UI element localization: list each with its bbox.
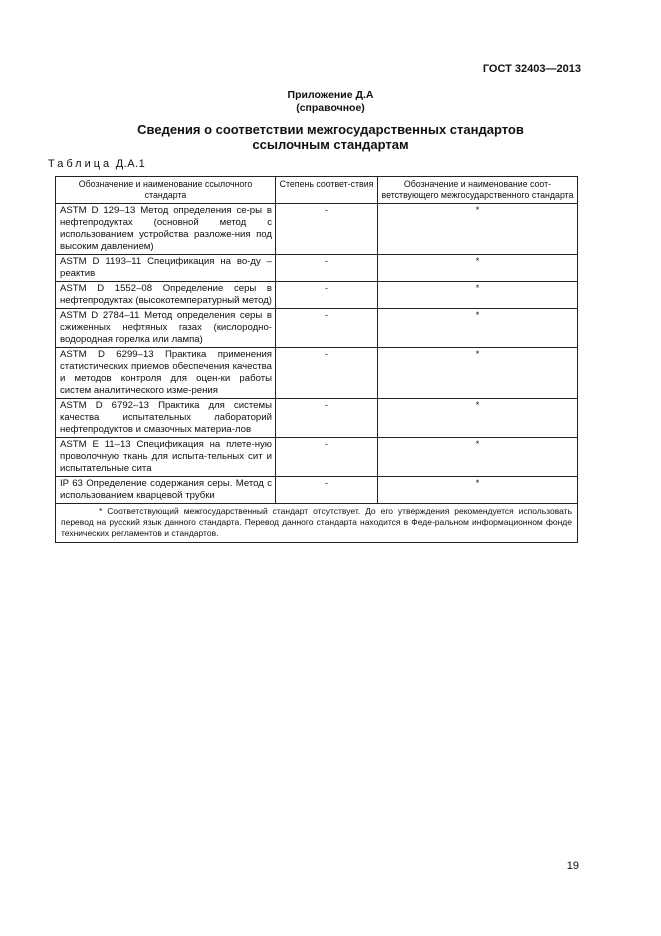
table-row	[56, 204, 578, 255]
interstate-standard-cell: *	[378, 204, 578, 255]
table-body	[56, 204, 578, 504]
degree-cell: -	[276, 282, 378, 309]
standard-name-cell: ASTM D 6299–13 Практика применения статистических приемов обеспечения качества и методов контроля для оцен-ки работы систем аналитического изме-рения	[56, 348, 276, 399]
interstate-standard-cell: *	[378, 282, 578, 309]
table-header-row	[56, 177, 578, 204]
standard-name-cell: ASTM D 2784–11 Метод определения серы в сжиженных нефтяных газах (кислородно-водородная горелка или лампа)	[56, 309, 276, 348]
table-footnote: * Соответствующий межгосударственный стандарт отсутствует. До его утверждения рекомендуется использовать перевод на русский язык данного стандарта. Перевод данного стандарта находится в Феде-ральном информационном фонде технических регламентов и стандартов.	[56, 504, 578, 543]
interstate-standard-cell: *	[378, 348, 578, 399]
table-row	[56, 348, 578, 399]
footnote-row	[56, 504, 578, 543]
degree-cell: -	[276, 399, 378, 438]
interstate-standard-cell: *	[378, 477, 578, 504]
table-row	[56, 282, 578, 309]
table-row	[56, 309, 578, 348]
column-header-reference-standard: Обозначение и наименование ссылочного стандарта	[56, 177, 276, 204]
interstate-standard-cell: *	[378, 399, 578, 438]
column-header-degree: Степень соответ-ствия	[276, 177, 378, 204]
standard-name-cell: ASTM D 1552–08 Определение серы в нефтепродуктах (высокотемпературный метод)	[56, 282, 276, 309]
degree-cell: -	[276, 477, 378, 504]
table-row	[56, 399, 578, 438]
page-number: 19	[566, 860, 579, 872]
degree-cell: -	[276, 204, 378, 255]
appendix-title: Приложение Д.А	[287, 89, 374, 101]
table-label-number: Д.А.1	[115, 158, 146, 170]
standard-name-cell: ASTM D 1193–11 Спецификация на во-ду – реактив	[56, 255, 276, 282]
table-label-prefix: Таблица	[48, 158, 113, 170]
standard-name-cell: ASTM D 6792–13 Практика для системы качества испытательных лабораторий нефтепродуктов и смазочных материа-лов	[56, 399, 276, 438]
interstate-standard-cell: *	[378, 255, 578, 282]
document-code: ГОСТ 32403—2013	[482, 63, 581, 75]
table-row	[56, 477, 578, 504]
appendix-block	[0, 89, 661, 115]
table-label	[48, 158, 145, 170]
appendix-subtitle: (справочное)	[296, 102, 365, 114]
section-heading-line-2: ссылочным стандартам	[252, 137, 409, 152]
table-row	[56, 255, 578, 282]
degree-cell: -	[276, 255, 378, 282]
degree-cell: -	[276, 438, 378, 477]
interstate-standard-cell: *	[378, 438, 578, 477]
standard-name-cell: ASTM D 129–13 Метод определения се-ры в нефтепродуктах (основной метод с использованием устройства разложе-ния под высоким давлением)	[56, 204, 276, 255]
correspondence-table	[55, 176, 578, 543]
column-header-interstate-standard: Обозначение и наименование соот-ветствующего межгосударственного стандарта	[378, 177, 578, 204]
table-row	[56, 438, 578, 477]
degree-cell: -	[276, 348, 378, 399]
interstate-standard-cell: *	[378, 309, 578, 348]
section-heading-line-1: Сведения о соответствии межгосударственных стандартов	[137, 122, 524, 137]
degree-cell: -	[276, 309, 378, 348]
section-heading	[0, 122, 661, 152]
standard-name-cell: ASTM E 11–13 Спецификация на плете-ную проволочную ткань для испыта-тельных сит и испытательные сита	[56, 438, 276, 477]
standard-name-cell: IP 63 Определение содержания серы. Метод с использованием кварцевой трубки	[56, 477, 276, 504]
